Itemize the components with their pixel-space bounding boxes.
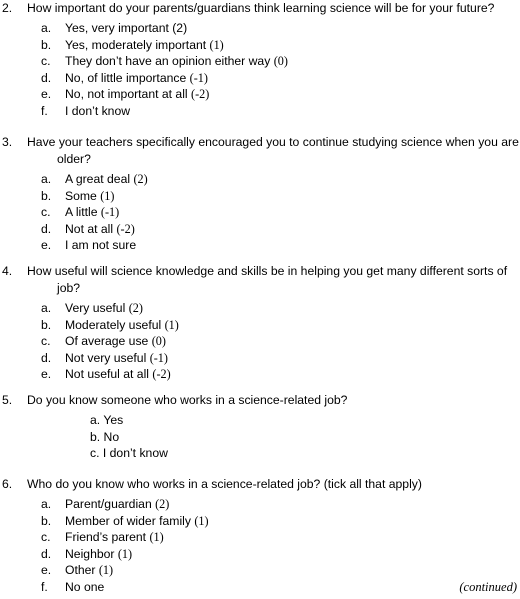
option-score: (1)	[209, 37, 224, 52]
option-score: (2)	[133, 172, 148, 186]
answer-option	[0, 412, 520, 429]
option-text: I don’t know	[65, 103, 131, 118]
option-letter: a.	[41, 172, 52, 186]
option-letter: a.	[41, 497, 52, 511]
option-label	[65, 366, 171, 383]
answer-option	[0, 350, 520, 367]
answer-option	[0, 366, 520, 383]
option-letter: d.	[41, 70, 52, 85]
option-text: Yes, very important (2)	[65, 21, 188, 35]
option-label	[65, 350, 168, 367]
option-text: b. No	[90, 429, 120, 444]
question-line	[0, 476, 520, 493]
option-score: (-2)	[152, 367, 171, 381]
question-line-continued	[0, 151, 520, 168]
option-text: Member of wider family	[65, 513, 191, 528]
option-score: (1)	[149, 530, 164, 544]
option-label	[65, 300, 143, 317]
option-text: Neighbor	[65, 546, 115, 561]
option-score: (-1)	[149, 350, 168, 365]
question-4	[0, 263, 520, 383]
option-letter: d.	[41, 546, 52, 561]
option-letter: b.	[41, 317, 52, 332]
option-letter: f.	[41, 103, 48, 118]
answer-option	[0, 333, 520, 350]
option-letter: a.	[41, 21, 52, 35]
option-text: No one	[65, 579, 105, 594]
question-6	[0, 476, 520, 595]
answer-option	[0, 562, 520, 579]
answer-option	[0, 37, 520, 54]
answer-option	[0, 20, 520, 37]
question-number: 5.	[2, 393, 13, 407]
answer-option	[0, 86, 520, 103]
option-score: (-1)	[100, 205, 120, 219]
option-score: (-2)	[191, 87, 210, 101]
answer-option	[0, 171, 520, 188]
answer-option	[0, 579, 520, 596]
answer-option	[0, 221, 520, 238]
option-text: No, of little importance	[65, 70, 187, 85]
option-label	[65, 86, 209, 103]
answer-option	[0, 496, 520, 513]
option-letter: e.	[41, 367, 52, 381]
option-text: a. Yes	[90, 413, 124, 427]
option-text: Not very useful	[65, 350, 147, 365]
option-label	[65, 579, 104, 596]
option-letter: c.	[41, 530, 51, 544]
option-score: (1)	[194, 513, 209, 528]
option-text: I am not sure	[65, 238, 137, 252]
question-2	[0, 0, 520, 119]
answer-option	[0, 513, 520, 530]
option-text: A little	[65, 205, 98, 219]
answer-option	[0, 188, 520, 205]
answer-option	[0, 317, 520, 334]
option-label	[65, 53, 288, 70]
option-score: (1)	[164, 317, 179, 332]
answer-option	[0, 529, 520, 546]
option-label	[65, 188, 114, 205]
option-letter: d.	[41, 350, 52, 365]
answer-option	[0, 53, 520, 70]
option-label	[65, 70, 208, 87]
question-line	[0, 134, 520, 151]
option-letter: b.	[41, 188, 52, 203]
answer-option	[0, 445, 520, 462]
option-score: (-1)	[189, 70, 208, 85]
option-text: Not useful at all	[65, 367, 150, 381]
answer-option	[0, 204, 520, 221]
answer-option	[0, 237, 520, 254]
question-text-continued: job?	[57, 281, 81, 295]
option-text: c. I don’t know	[90, 446, 168, 460]
option-score: (2)	[155, 497, 170, 511]
option-text: Friend’s parent	[65, 530, 147, 544]
option-letter: c.	[41, 334, 51, 348]
answer-option	[0, 429, 520, 446]
option-text: Moderately useful	[65, 317, 162, 332]
option-label	[65, 333, 166, 350]
answer-option	[0, 546, 520, 563]
question-number: 2.	[2, 1, 13, 15]
question-number: 4.	[2, 264, 13, 278]
option-label	[65, 546, 132, 563]
option-label	[65, 529, 164, 546]
option-score: (1)	[117, 546, 133, 561]
answer-option	[0, 70, 520, 87]
question-line	[0, 0, 520, 17]
option-letter: e.	[41, 238, 52, 252]
question-3	[0, 134, 520, 254]
question-line-continued	[0, 280, 520, 297]
option-label	[65, 20, 187, 37]
option-text: Some	[65, 188, 97, 203]
option-letter: b.	[41, 37, 52, 52]
option-text: Parent/guardian	[65, 497, 152, 511]
option-text: A great deal	[65, 172, 131, 186]
option-letter: e.	[41, 87, 52, 101]
option-letter: d.	[41, 221, 52, 236]
option-letter: b.	[41, 513, 52, 528]
option-label	[65, 562, 113, 579]
option-label	[65, 204, 119, 221]
option-letter: f.	[41, 579, 48, 594]
option-letter: a.	[41, 301, 52, 315]
answer-options	[0, 171, 520, 254]
option-letter: e.	[41, 563, 52, 577]
option-letter: c.	[41, 54, 51, 68]
option-text: Of average use	[65, 334, 149, 348]
answer-options	[0, 20, 520, 119]
question-line	[0, 263, 520, 280]
option-text: Other	[65, 563, 96, 577]
question-text: Have your teachers specifically encouraged you to continue studying science when you are	[27, 135, 519, 149]
question-number: 3.	[2, 135, 13, 149]
answer-option	[0, 300, 520, 317]
option-label	[65, 237, 136, 254]
option-score: (0)	[151, 334, 166, 348]
question-text-continued: older?	[57, 152, 91, 166]
answer-options	[0, 496, 520, 595]
option-label	[65, 37, 224, 54]
question-5	[0, 392, 520, 462]
option-label	[65, 513, 209, 530]
option-label	[65, 103, 130, 120]
option-score: (2)	[128, 301, 143, 315]
option-text: No, not important at all	[65, 87, 188, 101]
answer-options	[0, 412, 520, 462]
option-letter: c.	[41, 205, 51, 219]
question-text: How important do your parents/guardians think learning science will be for your future?	[27, 1, 495, 15]
question-text: Do you know someone who works in a science-related job?	[27, 393, 348, 407]
option-label	[65, 221, 135, 238]
option-label	[65, 171, 148, 188]
question-text: Who do you know who works in a science-related job? (tick all that apply)	[27, 477, 422, 491]
answer-option	[0, 103, 520, 120]
option-text: They don’t have an opinion either way	[65, 54, 271, 68]
question-number: 6.	[2, 477, 13, 491]
question-text: How useful will science knowledge and skills be in helping you get many different sorts of	[27, 264, 508, 278]
option-score: (0)	[273, 54, 288, 68]
option-text: Yes, moderately important	[65, 37, 207, 52]
option-score: (1)	[98, 563, 114, 577]
option-score: (1)	[100, 188, 115, 203]
answer-options	[0, 300, 520, 383]
option-score: (-2)	[116, 221, 135, 236]
option-label	[65, 496, 169, 513]
option-label	[65, 317, 179, 334]
continued-note: (continued)	[459, 580, 517, 594]
option-text: Very useful	[65, 301, 126, 315]
question-line	[0, 392, 520, 409]
option-text: Not at all	[65, 221, 114, 236]
